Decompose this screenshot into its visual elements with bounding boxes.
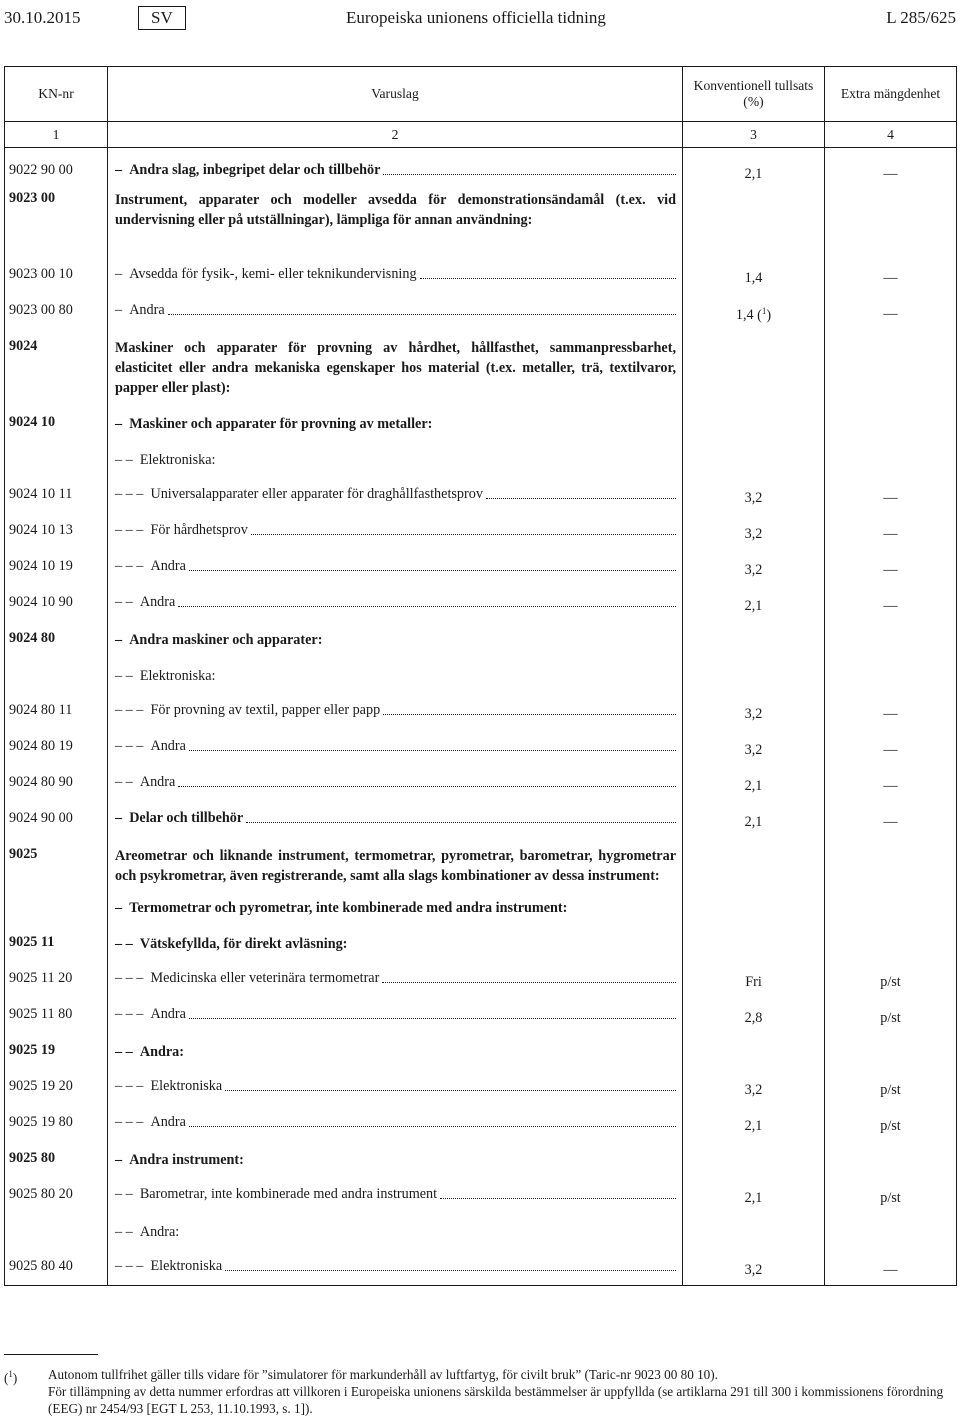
indent-dashes: – xyxy=(115,415,123,432)
table-row xyxy=(5,660,957,696)
description-text: Andra: xyxy=(139,1043,184,1060)
indent-dashes: – xyxy=(115,1151,123,1168)
indent-dashes: – – – xyxy=(115,969,144,986)
dot-leader xyxy=(189,570,676,571)
item-description xyxy=(108,1108,683,1144)
table-row xyxy=(5,332,957,408)
duty-rate: 3,2 xyxy=(683,480,825,516)
description-text: Andra xyxy=(129,301,165,318)
description-text: Andra xyxy=(150,1113,186,1130)
indent-dashes: – – xyxy=(115,1223,133,1240)
supplementary-unit: — xyxy=(825,516,957,552)
description-text: Avsedda för fysik-, kemi- eller teknikundervisning xyxy=(129,265,417,282)
indent-dashes: – – xyxy=(115,773,133,790)
description-text: Termometrar och pyrometrar, inte kombinerade med andra instrument: xyxy=(129,899,568,916)
duty-rate: 3,2 xyxy=(683,732,825,768)
indent-dashes: – – – xyxy=(115,557,144,574)
kn-code: 9024 80 xyxy=(5,624,108,660)
kn-code: 9025 19 20 xyxy=(5,1072,108,1108)
item-description xyxy=(108,804,683,840)
indent-dashes: – – – xyxy=(115,1005,144,1022)
kn-code xyxy=(5,892,108,928)
table-row xyxy=(5,840,957,892)
footnote-text-2: För tillämpning av detta nummer erfordras att villkoren i Europeiska unionens särskilda bestämmelser är uppfyllda (se artiklarna 291 till 300 i kommissionens förordning (EEG) nr 2454/93 [EGT L 253, 11.10.1993, s. 1]). xyxy=(48,1384,944,1416)
col-number-1: 1 xyxy=(5,122,108,148)
kn-code: 9025 11 xyxy=(5,928,108,964)
kn-code: 9024 80 11 xyxy=(5,696,108,732)
kn-code: 9025 19 80 xyxy=(5,1108,108,1144)
duty-rate: 3,2 xyxy=(683,552,825,588)
duty-rate: 2,8 xyxy=(683,1000,825,1036)
item-description xyxy=(108,1036,683,1072)
supplementary-unit: — xyxy=(825,260,957,296)
kn-code: 9025 xyxy=(5,840,108,892)
duty-rate xyxy=(683,444,825,480)
dot-leader xyxy=(420,278,676,279)
col-header-tullsats: Konventionell tullsats (%) xyxy=(683,67,825,122)
duty-rate xyxy=(683,332,825,408)
dot-leader xyxy=(178,786,676,787)
duty-rate xyxy=(683,624,825,660)
indent-dashes: – – xyxy=(115,935,133,952)
kn-code: 9025 11 20 xyxy=(5,964,108,1000)
supplementary-unit xyxy=(825,332,957,408)
supplementary-unit xyxy=(825,184,957,260)
duty-rate xyxy=(683,408,825,444)
table-row xyxy=(5,1036,957,1072)
supplementary-unit xyxy=(825,624,957,660)
table-row xyxy=(5,1252,957,1286)
indent-dashes: – xyxy=(115,809,123,826)
duty-rate xyxy=(683,184,825,260)
duty-rate: 2,1 xyxy=(683,148,825,184)
supplementary-unit xyxy=(825,660,957,696)
duty-rate: 2,1 xyxy=(683,588,825,624)
description-text: Andra xyxy=(139,773,176,790)
kn-code: 9024 80 19 xyxy=(5,732,108,768)
dot-leader xyxy=(189,1018,676,1019)
dot-leader xyxy=(383,714,676,715)
col-number-2: 2 xyxy=(108,122,683,148)
duty-rate: 3,2 xyxy=(683,1072,825,1108)
indent-dashes: – – – xyxy=(115,701,144,718)
supplementary-unit: — xyxy=(825,296,957,332)
kn-code: 9024 10 19 xyxy=(5,552,108,588)
col-header-varuslag: Varuslag xyxy=(108,67,683,122)
table-row xyxy=(5,1216,957,1252)
table-row xyxy=(5,184,957,260)
description-text: Andra maskiner och apparater: xyxy=(129,631,323,648)
indent-dashes: – – xyxy=(115,593,133,610)
description-text: Andra xyxy=(150,1005,186,1022)
supplementary-unit: p/st xyxy=(825,964,957,1000)
footnote-ref: ($^1$) xyxy=(753,305,772,324)
kn-code xyxy=(5,444,108,480)
item-description xyxy=(108,552,683,588)
item-description xyxy=(108,1000,683,1036)
description-text: Elektroniska xyxy=(150,1077,223,1094)
description-text: Andra xyxy=(139,593,176,610)
duty-rate: 3,2 xyxy=(683,696,825,732)
dot-leader xyxy=(189,750,676,751)
item-description xyxy=(108,892,683,928)
tariff-table xyxy=(4,66,957,1286)
supplementary-unit: p/st xyxy=(825,1108,957,1144)
supplementary-unit: — xyxy=(825,148,957,184)
table-row xyxy=(5,148,957,184)
supplementary-unit xyxy=(825,1036,957,1072)
supplementary-unit xyxy=(825,928,957,964)
item-description xyxy=(108,1072,683,1108)
item-description xyxy=(108,1144,683,1180)
table-row xyxy=(5,444,957,480)
description-text: Andra: xyxy=(139,1223,180,1240)
kn-code: 9023 00 xyxy=(5,184,108,260)
description-text: Universalapparater eller apparater för draghållfasthetsprov xyxy=(150,485,483,502)
indent-dashes: – – – xyxy=(115,521,144,538)
duty-rate xyxy=(683,840,825,892)
supplementary-unit xyxy=(825,408,957,444)
item-description xyxy=(108,624,683,660)
duty-rate: 3,2 xyxy=(683,1252,825,1286)
tariff-rows xyxy=(5,148,957,1286)
supplementary-unit: p/st xyxy=(825,1180,957,1216)
language-code: SV xyxy=(138,6,186,30)
table-row xyxy=(5,588,957,624)
duty-rate: 1,4 xyxy=(683,260,825,296)
indent-dashes: – xyxy=(115,631,123,648)
table-row xyxy=(5,480,957,516)
supplementary-unit: — xyxy=(825,696,957,732)
item-description xyxy=(108,1216,683,1252)
item-description xyxy=(108,260,683,296)
description-text: Andra xyxy=(150,557,186,574)
item-description xyxy=(108,768,683,804)
table-row xyxy=(5,1144,957,1180)
table-row xyxy=(5,804,957,840)
description-text: Delar och tillbehör xyxy=(129,809,244,826)
table-row xyxy=(5,768,957,804)
duty-rate: 1,4 ($^1$) xyxy=(683,296,825,332)
kn-code: 9024 10 11 xyxy=(5,480,108,516)
dot-leader xyxy=(486,498,676,499)
item-description xyxy=(108,184,683,260)
duty-rate: 3,2 xyxy=(683,516,825,552)
kn-code: 9025 19 xyxy=(5,1036,108,1072)
description-text: Andra xyxy=(150,737,186,754)
table-row xyxy=(5,1180,957,1216)
dot-leader xyxy=(189,1126,676,1127)
indent-dashes: – – xyxy=(115,667,133,684)
publication-date: 30.10.2015 xyxy=(4,8,81,27)
indent-dashes: – – – xyxy=(115,1077,144,1094)
kn-code: 9024 xyxy=(5,332,108,408)
footnote xyxy=(4,1366,956,1417)
description-text: Andra slag, inbegripet delar och tillbehör xyxy=(129,162,381,178)
description-text: Elektroniska xyxy=(150,1257,223,1274)
table-row xyxy=(5,516,957,552)
table-row xyxy=(5,928,957,964)
description-text: Medicinska eller veterinära termometrar xyxy=(150,969,380,986)
dot-leader xyxy=(382,982,676,983)
supplementary-unit: — xyxy=(825,804,957,840)
indent-dashes: – xyxy=(115,162,123,178)
indent-dashes: – xyxy=(115,301,123,318)
dot-leader xyxy=(225,1090,676,1091)
supplementary-unit: p/st xyxy=(825,1000,957,1036)
supplementary-unit xyxy=(825,1216,957,1252)
description-text: För hårdhetsprov xyxy=(150,521,248,538)
description-text: Vätskefyllda, för direkt avläsning: xyxy=(139,935,348,952)
duty-rate: Fri xyxy=(683,964,825,1000)
kn-code: 9025 80 40 xyxy=(5,1252,108,1286)
table-row xyxy=(5,552,957,588)
supplementary-unit: — xyxy=(825,1252,957,1286)
table-row xyxy=(5,1108,957,1144)
dot-leader xyxy=(168,314,676,315)
indent-dashes: – – – xyxy=(115,1113,144,1130)
page-header xyxy=(4,6,956,32)
kn-code xyxy=(5,1216,108,1252)
item-description xyxy=(108,444,683,480)
item-description xyxy=(108,588,683,624)
description-text: Instrument, apparater och modeller avsedda för demonstrationsändamål (t.ex. vid undervisning eller på utställningar), lämpliga för annan användning: xyxy=(115,191,676,228)
supplementary-unit xyxy=(825,1144,957,1180)
footnote-text-1: Autonom tullfrihet gäller tills vidare för ”simulatorer för markunderhåll av luftfartyg, för civilt bruk” (Taric-nr 9023 00 80 10). xyxy=(48,1367,718,1382)
description-text: Elektroniska: xyxy=(139,667,216,684)
indent-dashes: – xyxy=(115,265,123,282)
kn-code: 9025 80 20 xyxy=(5,1180,108,1216)
table-row xyxy=(5,1072,957,1108)
duty-rate xyxy=(683,660,825,696)
kn-code: 9023 00 10 xyxy=(5,260,108,296)
indent-dashes: – – – xyxy=(115,1257,144,1274)
kn-code: 9022 90 00 xyxy=(5,148,108,184)
kn-code: 9024 10 90 xyxy=(5,588,108,624)
col-header-kn: KN-nr xyxy=(5,67,108,122)
item-description xyxy=(108,840,683,892)
duty-rate xyxy=(683,928,825,964)
item-description xyxy=(108,1252,683,1286)
dot-leader xyxy=(251,534,676,535)
item-description xyxy=(108,732,683,768)
table-row xyxy=(5,732,957,768)
table-row xyxy=(5,696,957,732)
kn-code: 9025 80 xyxy=(5,1144,108,1180)
item-description xyxy=(108,516,683,552)
item-description xyxy=(108,964,683,1000)
duty-rate: 2,1 xyxy=(683,1108,825,1144)
kn-code: 9023 00 80 xyxy=(5,296,108,332)
duty-rate xyxy=(683,892,825,928)
kn-code: 9024 10 xyxy=(5,408,108,444)
supplementary-unit xyxy=(825,892,957,928)
supplementary-unit: — xyxy=(825,552,957,588)
item-description xyxy=(108,296,683,332)
description-text: Andra instrument: xyxy=(129,1151,244,1168)
page-number: L 285/625 xyxy=(886,8,956,27)
duty-rate xyxy=(683,1216,825,1252)
description-text: Maskiner och apparater för provning av hårdhet, hållfasthet, sammanpressbarhet, elasticitet eller andra mekaniska egenskaper hos material (t.ex. metaller, trä, textilvaror, papper eller plast): xyxy=(115,339,676,396)
table-row xyxy=(5,260,957,296)
kn-code: 9024 90 00 xyxy=(5,804,108,840)
description-text: Areometrar och liknande instrument, termometrar, pyrometrar, barometrar, hygrometrar och psykrometrar, även registrerande, samt alla slags kombinationer av dessa instrument: xyxy=(115,847,676,884)
item-description xyxy=(108,1180,683,1216)
dot-leader xyxy=(383,174,676,175)
col-number-4: 4 xyxy=(825,122,957,148)
indent-dashes: – – – xyxy=(115,485,144,502)
table-row xyxy=(5,408,957,444)
item-description xyxy=(108,696,683,732)
kn-code: 9024 10 13 xyxy=(5,516,108,552)
footnote-divider xyxy=(4,1354,98,1355)
dot-leader xyxy=(178,606,676,607)
item-description xyxy=(108,408,683,444)
duty-rate: 2,1 xyxy=(683,804,825,840)
duty-rate xyxy=(683,1036,825,1072)
supplementary-unit: — xyxy=(825,732,957,768)
dot-leader xyxy=(246,822,676,823)
supplementary-unit xyxy=(825,444,957,480)
description-text: Barometrar, inte kombinerade med andra instrument xyxy=(139,1185,438,1202)
description-text: Elektroniska: xyxy=(139,451,216,468)
indent-dashes: – – xyxy=(115,1185,133,1202)
table-row xyxy=(5,1000,957,1036)
indent-dashes: – – xyxy=(115,451,133,468)
dot-leader xyxy=(440,1198,676,1199)
indent-dashes: – xyxy=(115,899,123,916)
table-row xyxy=(5,892,957,928)
col-number-3: 3 xyxy=(683,122,825,148)
supplementary-unit: — xyxy=(825,768,957,804)
table-row xyxy=(5,964,957,1000)
item-description xyxy=(108,148,683,184)
description-text: För provning av textil, papper eller papp xyxy=(150,701,381,718)
col-header-extra: Extra mängdenhet xyxy=(825,67,957,122)
item-description xyxy=(108,928,683,964)
description-text: Maskiner och apparater för provning av metaller: xyxy=(129,415,433,432)
supplementary-unit: — xyxy=(825,480,957,516)
duty-rate: 2,1 xyxy=(683,768,825,804)
journal-title: Europeiska unionens officiella tidning xyxy=(346,8,606,27)
indent-dashes: – – – xyxy=(115,737,144,754)
supplementary-unit: p/st xyxy=(825,1072,957,1108)
dot-leader xyxy=(225,1270,676,1271)
table-row xyxy=(5,624,957,660)
item-description xyxy=(108,660,683,696)
supplementary-unit: — xyxy=(825,588,957,624)
item-description xyxy=(108,332,683,408)
kn-code xyxy=(5,660,108,696)
kn-code: 9024 80 90 xyxy=(5,768,108,804)
footnote-mark: ($^1$) xyxy=(4,1369,18,1386)
supplementary-unit xyxy=(825,840,957,892)
duty-rate: 2,1 xyxy=(683,1180,825,1216)
table-row xyxy=(5,296,957,332)
kn-code: 9025 11 80 xyxy=(5,1000,108,1036)
indent-dashes: – – xyxy=(115,1043,133,1060)
item-description xyxy=(108,480,683,516)
duty-rate xyxy=(683,1144,825,1180)
